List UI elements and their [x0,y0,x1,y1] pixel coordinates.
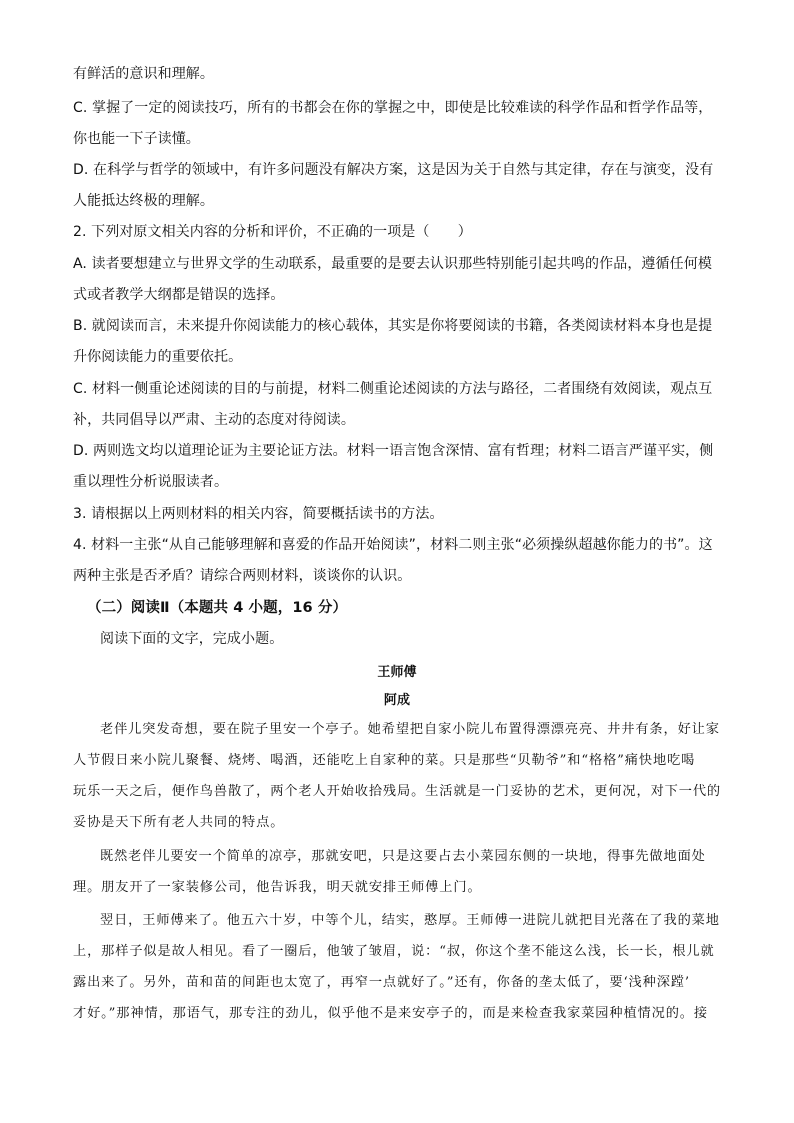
option-c-line: C. 材料一侧重论述阅读的目的与前提，材料二侧重论述阅读的方法与路径，二者围绕有效阅读，观点互 [73,381,713,397]
story-author: 阿成 [383,693,411,708]
text-line: 式或者教学大纲都是错误的选择。 [73,287,285,303]
section-heading: （二）阅读Ⅱ（本题共 4 小题，16 分） [87,600,348,616]
story-line: 翌日，王师傅来了。他五六十岁，中等个儿，结实，憨厚。王师傅一进院儿就把目光落在了我的菜地 [100,913,720,928]
question-4: 4. 材料一主张“从自己能够理解和喜爱的作品开始阅读”，材料二则主张“必须操纵超越你能力的书”。这 [73,537,713,553]
text-line: 补，共同倡导以严肃、主动的态度对待阅读。 [73,412,355,428]
text-line: 有鲜活的意识和理解。 [73,66,214,82]
story-line: 玩乐一天之后，便作鸟兽散了，两个老人开始收拾残局。生活就是一门妥协的艺术，更何况，对下一代的 [73,784,722,799]
story-line: 老伴儿突发奇想，要在院子里安一个亭子。她希望把自家小院儿布置得漂漂亮亮、井井有条，好让家 [100,722,720,737]
text-line: 重以理性分析说服读者。 [73,474,229,490]
text-line: 你也能一下子读懂。 [73,131,200,147]
question-2: 2. 下列对原文相关内容的分析和评价，不正确的一项是（ ） [73,224,472,240]
story-line: 上，那样子似是故人相见。看了一圈后，他皱了皱眉，说：“叔，你这个垄不能这么浅，长一长，根儿就 [73,944,715,959]
story-title: 王师傅 [377,665,417,680]
option-c-line: C. 掌握了一定的阅读技巧，所有的书都会在你的掌握之中，即使是比较难读的科学作品和哲学作品等， [73,100,713,116]
text-line: 升你阅读能力的重要依托。 [73,349,243,365]
option-d-line: D. 在科学与哲学的领域中，有许多问题没有解决方案，这是因为关于自然与其定律，存在与演变，没有 [73,162,714,178]
story-line: 既然老伴儿要安一个简单的凉亭，那就安吧，只是这要占去小菜园东侧的一块地，得事先做地面处 [100,849,706,864]
option-d-line: D. 两则选文均以道理论证为主要论证方法。材料一语言饱含深情、富有哲理；材料二语言严谨平实，侧 [73,443,714,459]
story-line: 妥协是天下所有老人共同的特点。 [73,815,285,830]
option-a-line: A. 读者要想建立与世界文学的生动联系，最重要的是要去认识那些特别能引起共鸣的作品，遵循任何模 [73,256,712,272]
option-b-line: B. 就阅读而言，未来提升你阅读能力的核心载体，其实是你将要阅读的书籍，各类阅读材料本身也是提 [73,318,713,334]
question-3: 3. 请根据以上两则材料的相关内容，简要概括读书的方法。 [73,506,444,522]
text-line: 两种主张是否矛盾？请综合两则材料，谈谈你的认识。 [73,568,412,584]
story-line: 人节假日来小院儿聚餐、烧烤、喝酒，还能吃上自家种的菜。只是那些“贝勒爷”和“格格”痛快地吃喝 [73,753,696,768]
instruction-text: 阅读下面的文字，完成小题。 [100,631,284,647]
text-line: 人能抵达终极的理解。 [73,193,214,209]
story-line: 才好。”那神情，那语气，那专注的劲儿，似乎他不是来安亭子的，而是来检查我家菜园种植情况的。接 [73,1006,708,1021]
story-line: 理。朋友开了一家装修公司，他告诉我，明天就安排王师傅上门。 [73,880,482,895]
story-line: 露出来了。另外，苗和苗的间距也太宽了，再窄一点就好了。”还有，你备的垄太低了，要‘浅种深蹚’ [73,975,690,990]
